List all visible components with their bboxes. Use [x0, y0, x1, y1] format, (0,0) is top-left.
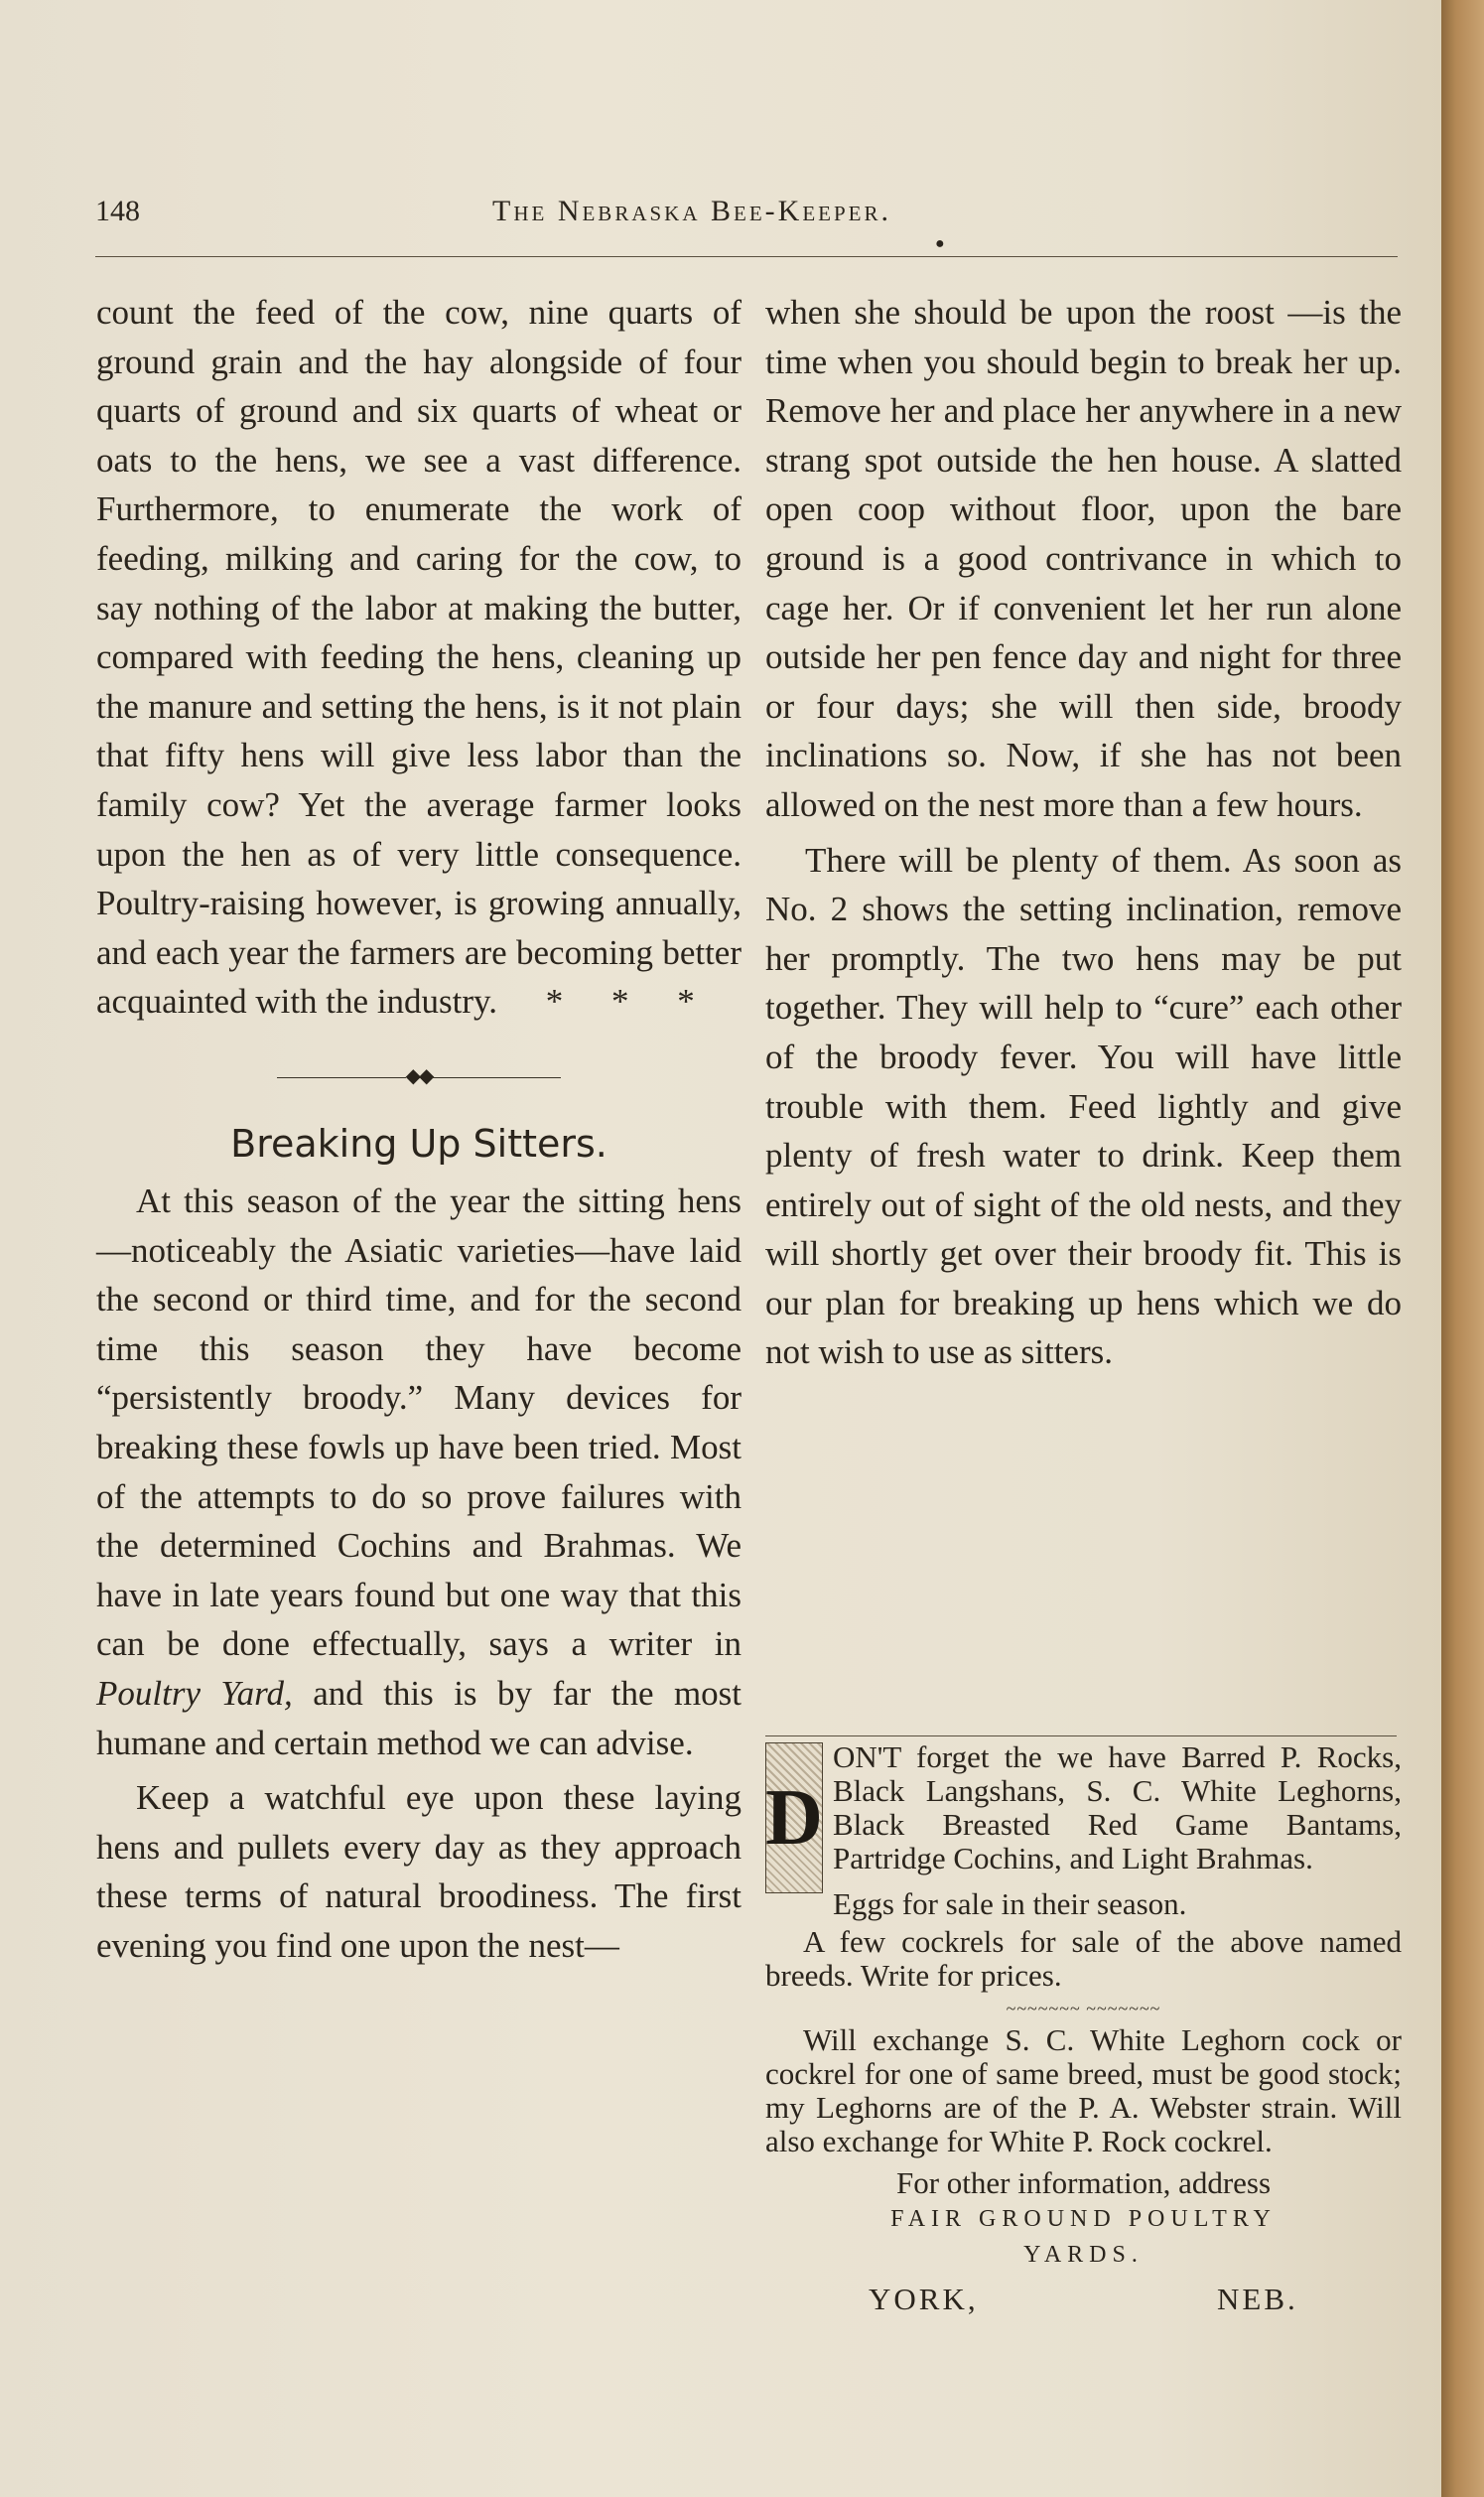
page-header — [95, 195, 1396, 244]
ad-business-name-2: YARDS. — [1023, 2242, 1144, 2268]
book-spine-edge — [1441, 0, 1484, 2497]
ad-info-line: For other information, address — [895, 2165, 1272, 2200]
wavy-divider: ~~~~~~~ ~~~~~~~ — [1006, 1999, 1161, 2018]
section-divider: ◆◆ — [96, 1052, 742, 1102]
poultry-advertisement — [765, 1735, 1402, 2325]
left-paragraph-1: count the feed of the cow, nine quarts of ground grain and the hay alongside of four quarts of ground and six quarts of wheat or oats to the hens, we see a vast difference. Furthermore, to enumerate the work of feeding, milking and caring for the cow, to say nothing of the labor at making the butter, compared with feeding the hens, cleaning up the manure and setting the hens, is it not plain that fifty hens will give less labor than the family cow? Yet the average farmer looks upon the hen as of very little consequence. Poultry-raising however, is growing annually, and each year the farmers are becoming better acquainted with the industry. * * * — [96, 293, 742, 1022]
ad-state: NEB. — [1217, 2282, 1298, 2316]
ad-business-name: FAIR GROUND POULTRY — [890, 2206, 1277, 2232]
running-title: The Nebraska Bee-Keeper. — [492, 195, 891, 227]
page-number: 148 — [95, 195, 140, 227]
header-bullet: ● — [935, 235, 945, 252]
ad-first-paragraph: D ON'T forget the we have Barred P. Rocks, Black Langshans, S. C. White Leghorns, Black Breasted Red Game Bantams, Partridge Cochins, and Light Brahmas. — [765, 1740, 1402, 1875]
ad-top-rule — [765, 1735, 1397, 1736]
left-paragraph-2: At this season of the year the sitting hens—noticeably the Asiatic varieties—have laid the second or third time, and for the second time this season they have become “persistently broody.” Many devices for breaking these fowls up have been tried. Most of the attempts to do so prove failures with the determined Cochins and Brahmas. We have in late years found but one way that this can be done effectually, says a writer in Poultry Yard, and this is by far the most humane and certain method we can advise. — [96, 1181, 742, 1762]
ad-town: YORK, — [869, 2282, 979, 2316]
ornamental-drop-cap: D — [765, 1742, 823, 1893]
left-column — [96, 288, 742, 1971]
asterisks: * * * — [545, 982, 715, 1022]
header-rule — [95, 256, 1398, 257]
right-paragraph-1: when she should be upon the roost —is the time when you should begin to break her up. Remove her and place her anywhere in a new strang spot outside the hen house. A slatted open coop without floor, upon the bare ground is a good contrivance in which to cage her. Or if convenient let her run alone outside her pen fence day and night for three or four days; she will then side, broody inclinations so. Now, if she has not been allowed on the nest more than a few hours. — [765, 293, 1402, 824]
ad-eggs-line: Eggs for sale in their season. — [833, 1886, 1187, 1921]
left-paragraph-3: Keep a watchful eye upon these laying hens and pullets every day as they approach these terms of natural broodiness. The first evening you find one upon the nest— — [96, 1778, 742, 1965]
ad-cockrels-line: A few cockrels for sale of the above named breeds. Write for prices. — [765, 1924, 1402, 1993]
section-title: Breaking Up Sitters. — [230, 1121, 607, 1166]
publication-name: Poultry Yard, — [96, 1674, 293, 1714]
right-paragraph-2: There will be plenty of them. As soon as No. 2 shows the setting inclination, remove her promptly. The two hens may be put together. They will help to “cure” each other of the broody fever. You will have little trouble with them. Feed lightly and give plenty of fresh water to drink. Keep them entirely out of sight of the old nests, and they will shortly get over their broody fit. This is our plan for breaking up hens which we do not wish to use as sitters. — [765, 840, 1402, 1372]
ad-address — [765, 2282, 1402, 2325]
ad-exchange-line: Will exchange S. C. White Leghorn cock or cockrel for one of same breed, must be good stock; my Leghorns are of the P. A. Webster strain. Will also exchange for White P. Rock cockrel. — [765, 2022, 1402, 2158]
right-column — [765, 288, 1402, 1377]
